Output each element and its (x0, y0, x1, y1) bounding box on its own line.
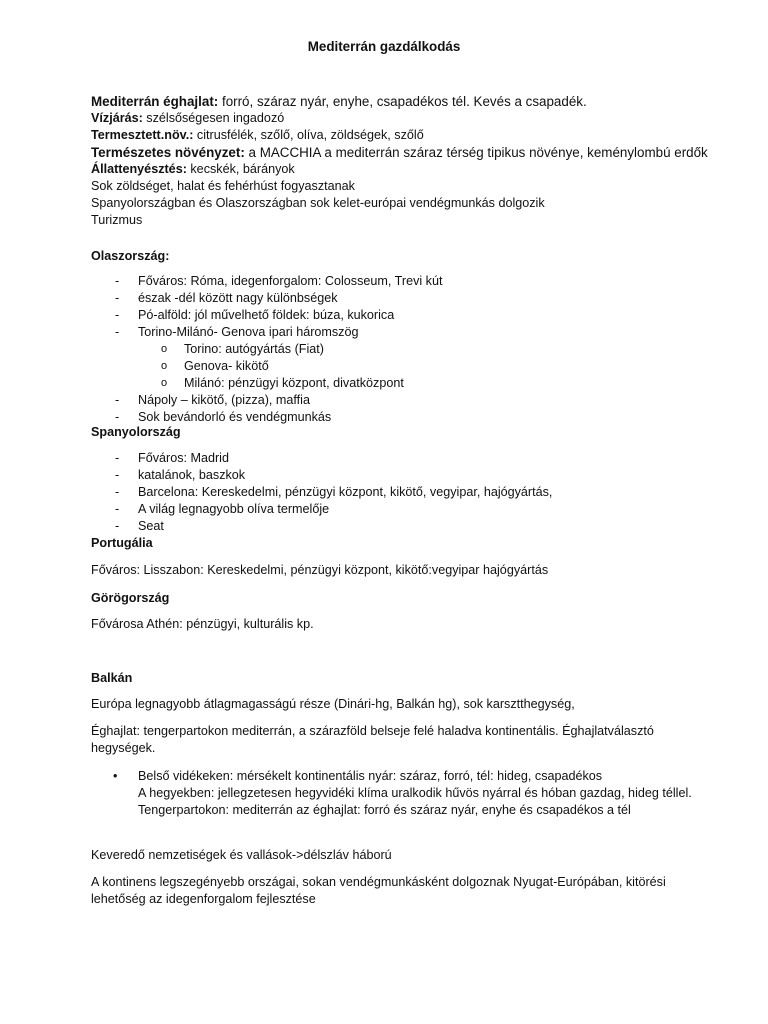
document-title: Mediterrán gazdálkodás (307, 39, 461, 54)
section-heading: Portugália (91, 536, 153, 550)
bullet-item (91, 768, 731, 819)
paragraph: A kontinens legszegényebb országai, sokan vendégmunkásként dolgoznak Nyugat-Európában, kitörési lehetőség az idegenforgalom fejlesztése (91, 875, 666, 906)
list-item: - Barcelona: Kereskedelmi, pénzügyi központ, kikötő, vegyipar, hajógyártás, (91, 484, 731, 501)
italy-list (91, 273, 731, 426)
balkan-climate-paragraph (91, 723, 721, 757)
intro-text: citrusfélék, szőlő, olíva, zöldségek, szőlő (193, 128, 424, 142)
paragraph: Éghajlat: tengerpartokon mediterrán, a szárazföld belseje felé haladva kontinentális. Éghajlatválasztó hegységek. (91, 724, 654, 755)
portugal-section (91, 535, 731, 552)
sub-list-item: o Torino: autógyártás (Fiat) (91, 341, 731, 358)
intro-line (91, 195, 731, 212)
list-item: - A világ legnagyobb olíva termelője (91, 501, 731, 518)
greece-section (91, 590, 731, 607)
portugal-text: Főváros: Lisszabon: Kereskedelmi, pénzügyi központ, kikötő:vegyipar hajógyártás (91, 563, 549, 577)
list-item: - észak -dél között nagy különbségek (91, 290, 731, 307)
intro-label: Állattenyésztés: (91, 162, 187, 176)
intro-text: Turizmus (91, 213, 143, 227)
balkan-bullet-list (91, 768, 731, 819)
section-heading: Balkán (91, 671, 133, 685)
list-item: - Főváros: Róma, idegenforgalom: Colosseum, Trevi kút (91, 273, 731, 290)
paragraph: Keveredő nemzetiségek és vallások->délszláv háború (91, 848, 392, 862)
intro-line (91, 93, 731, 110)
intro-line (91, 144, 731, 161)
intro-line (91, 110, 731, 127)
list-item: - Torino-Milánó- Genova ipari háromszög (91, 324, 731, 341)
intro-line (91, 161, 731, 178)
intro-text: Sok zöldséget, halat és fehérhúst fogyasztanak (91, 179, 355, 193)
intro-block (91, 93, 731, 229)
intro-label: Természetes növényzet: (91, 145, 245, 160)
bullet-line: Belső vidékeken: mérsékelt kontinentális nyár: száraz, forró, tél: hideg, csapadékos (138, 769, 603, 783)
intro-text: kecskék, bárányok (186, 162, 295, 176)
spain-list (91, 450, 731, 535)
balkan-section (91, 670, 731, 687)
intro-line (91, 127, 731, 144)
sub-list-item: o Genova- kikötő (91, 358, 731, 375)
list-item: - Sok bevándorló és vendégmunkás (91, 409, 731, 426)
intro-text: Spanyolországban és Olaszországban sok kelet-európai vendégmunkás dolgozik (91, 196, 545, 210)
greece-text: Fővárosa Athén: pénzügyi, kulturális kp. (91, 617, 314, 631)
list-item: - Seat (91, 518, 731, 535)
section-heading: Görögország (91, 591, 170, 605)
paragraph: Európa legnagyobb átlagmagasságú része (Dinári-hg, Balkán hg), sok karsztthegység, (91, 697, 575, 711)
section-heading: Olaszország: (91, 249, 170, 263)
bullet-line: A hegyekben: jellegzetesen hegyvidéki klíma uralkodik hűvös nyárral és hóban gazdag, hideg téllel. (138, 786, 692, 800)
spain-section (91, 424, 731, 441)
sub-list-item: o Milánó: pénzügyi központ, divatközpont (91, 375, 731, 392)
intro-line (91, 212, 731, 229)
list-item: - katalánok, baszkok (91, 467, 731, 484)
intro-label: Termesztett.növ.: (91, 128, 194, 142)
intro-label: Vízjárás: (91, 111, 143, 125)
section-heading: Spanyolország (91, 425, 181, 439)
bullet-line: Tengerpartokon: mediterrán az éghajlat: forró és száraz nyár, enyhe és csapadékos a tél (138, 803, 631, 817)
balkan-paragraph (91, 874, 721, 908)
italy-section (91, 248, 731, 265)
intro-line (91, 178, 731, 195)
intro-text: forró, száraz nyár, enyhe, csapadékos tél. Kevés a csapadék. (218, 94, 587, 109)
intro-text: szélsőségesen ingadozó (142, 111, 285, 125)
list-item: - Főváros: Madrid (91, 450, 731, 467)
list-item: - Pó-alföld: jól művelhető földek: búza, kukorica (91, 307, 731, 324)
balkan-paragraph (91, 847, 731, 864)
bullet-icon: • (113, 769, 118, 783)
list-item: - Nápoly – kikötő, (pizza), maffia (91, 392, 731, 409)
intro-label: Mediterrán éghajlat: (91, 94, 219, 109)
balkan-paragraph (91, 696, 731, 713)
intro-text: a MACCHIA a mediterrán száraz térség tipikus növénye, keménylombú erdők (244, 145, 708, 160)
